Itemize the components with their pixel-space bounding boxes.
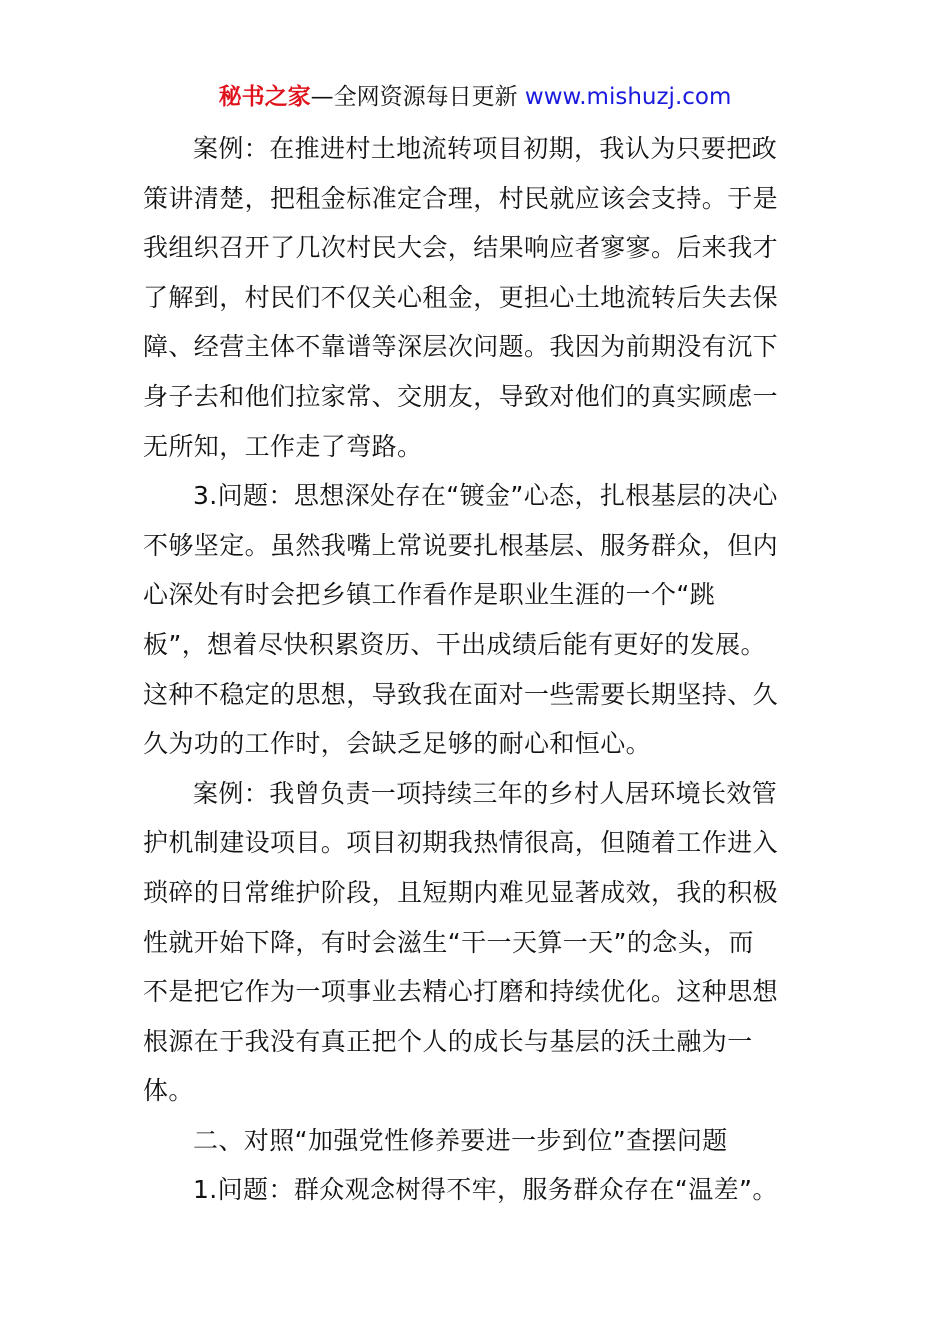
paragraph-line: 体。	[143, 1076, 194, 1106]
paragraph-line: 我组织召开了几次村民大会，结果响应者寥寥。后来我才	[143, 233, 779, 263]
paragraph-line: 久为功的工作时，会缺乏足够的耐心和恒心。	[143, 729, 652, 759]
paragraph-line: 了解到，村民们不仅关心租金，更担心土地流转后失去保	[143, 282, 779, 312]
paragraph-line: 策讲清楚，把租金标准定合理，村民就应该会支持。于是	[143, 183, 779, 213]
paragraph-line: 3.问题：思想深处存在“镀金”心态，扎根基层的决心	[193, 481, 778, 511]
paragraph-line: 性就开始下降，有时会滋生“干一天算一天”的念头，而	[143, 927, 754, 957]
paragraph-line: 案例：在推进村土地流转项目初期，我认为只要把政	[193, 134, 778, 163]
paragraph-line: 案例：我曾负责一项持续三年的乡村人居环境长效管	[193, 778, 778, 808]
paragraph-line: 板”，想着尽快积累资历、干出成绩后能有更好的发展。	[143, 629, 766, 659]
header-url-link[interactable]: www.mishuzj.com	[524, 84, 732, 110]
header-tagline: —全网资源每日更新	[310, 84, 525, 110]
paragraph-line: 无所知，工作走了弯路。	[143, 431, 423, 461]
paragraph-line: 护机制建设项目。项目初期我热情很高，但随着工作进入	[143, 828, 779, 858]
paragraph-line: 障、经营主体不靠谱等深层次问题。我因为前期没有沉下	[143, 332, 779, 362]
page-header	[0, 80, 950, 114]
header-brand: 秘书之家	[218, 84, 311, 110]
paragraph-line: 心深处有时会把乡镇工作看作是职业生涯的一个“跳	[143, 580, 716, 610]
paragraph-line: 根源在于我没有真正把个人的成长与基层的沃土融为一	[143, 1026, 753, 1056]
paragraph-line: 这种不稳定的思想，导致我在面对一些需要长期坚持、久	[143, 679, 779, 709]
section-heading: 二、对照“加强党性修养要进一步到位”查摆问题	[193, 1125, 728, 1155]
document-body	[143, 124, 811, 1215]
paragraph-line: 身子去和他们拉家常、交朋友，导致对他们的真实顾虑一	[143, 381, 779, 411]
paragraph-line: 不够坚定。虽然我嘴上常说要扎根基层、服务群众，但内	[143, 530, 779, 560]
paragraph-line: 琐碎的日常维护阶段，且短期内难见显著成效，我的积极	[143, 877, 779, 907]
paragraph-line: 不是把它作为一项事业去精心打磨和持续优化。这种思想	[143, 977, 779, 1007]
paragraph-line: 1.问题：群众观念树得不牢，服务群众存在“温差”。	[193, 1175, 778, 1205]
